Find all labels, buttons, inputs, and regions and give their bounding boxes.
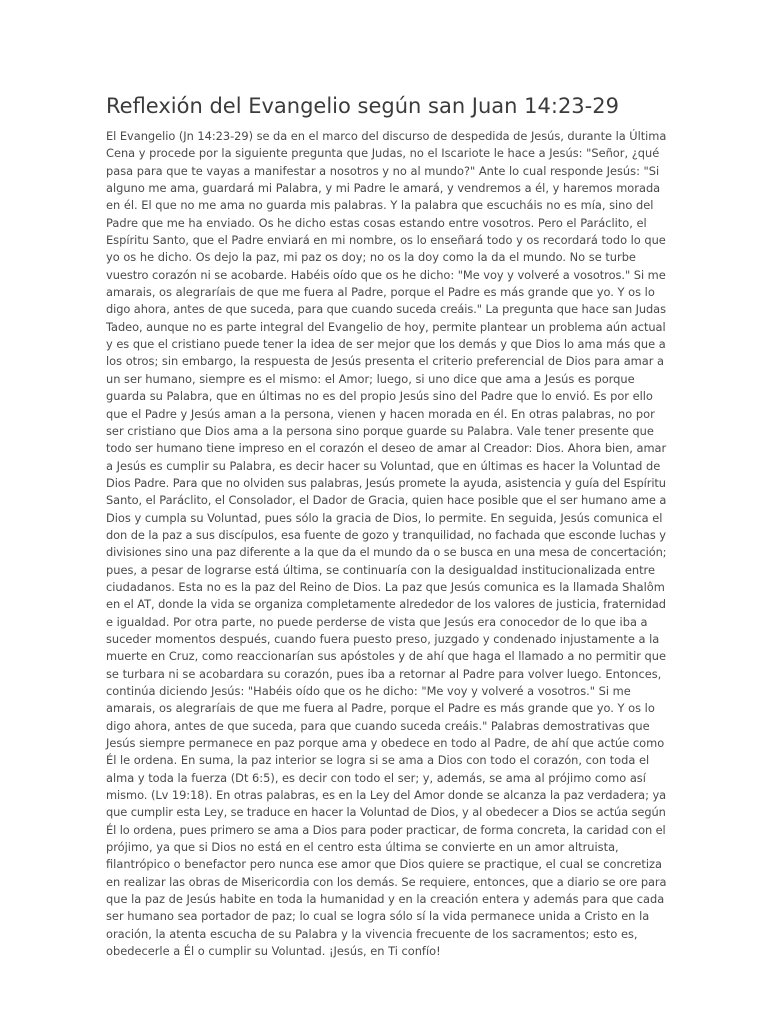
body-text-line: muerte en Cruz, como reaccionarían sus apóstoles y de ahí que haga el llamado a no permitir que bbox=[106, 649, 666, 664]
body-text-line: amarais, os alegraríais de que me fuera al Padre, porque el Padre es más grande que yo. Y os lo bbox=[106, 285, 655, 300]
body-text-line: Jesús siempre permanece en paz porque ama y obedece en todo al Padre, de ahí que actúe como bbox=[106, 736, 665, 751]
body-text-line: suceder momentos después, cuando fuera puesto preso, juzgado y condenado injustamente a la bbox=[106, 631, 660, 646]
body-text-line: divisiones sino una paz diferente a la que da el mundo da o se busca en una mesa de concertación; bbox=[106, 545, 667, 560]
body-text-line: continúa diciendo Jesús: "Habéis oído que os he dicho: "Me voy y volveré a vosotros." Si me bbox=[106, 684, 631, 698]
body-text-line: mismo. (Lv 19:18). En otras palabras, es en la Ley del Amor donde se alcanza la paz verdadera; ya bbox=[106, 788, 667, 803]
body-text-line: El Evangelio (Jn 14:23-29) se da en el marco del discurso de despedida de Jesús, durante la Última bbox=[106, 129, 667, 143]
body-text-line: que cumplir esta Ley, se traduce en hacer la Voluntad de Dios, y al obedecer a Dios se actúa según bbox=[106, 805, 666, 820]
body-text-line: amarais, os alegraríais de que me fuera al Padre, porque el Padre es más grande que yo. Y os lo bbox=[106, 701, 655, 716]
body-text-line: digo ahora, antes de que suceda, para que cuando suceda creáis." Palabras demostrativas que bbox=[106, 718, 650, 733]
body-text-line: en realizar las obras de Misericordia con los demás. Se requiere, entonces, que a diario se ore para bbox=[106, 874, 667, 889]
body-text-line: Padre que me ha enviado. Os he dicho estas cosas estando entre vosotros. Pero el Paráclito, el bbox=[106, 215, 647, 230]
body-text-line: ser cristiano que Dios ama a la persona sino porque guarde su Palabra. Vale tener presente que bbox=[106, 423, 654, 438]
body-text-line: obedecerle a Él o cumplir su Voluntad. ¡Jesús, en Ti confío! bbox=[106, 944, 441, 959]
body-text-line: don de la paz a sus discípulos, esa fuente de gozo y tranquilidad, no fachada que esconde luchas y bbox=[106, 527, 666, 542]
body-text-line: todo ser humano tiene impreso en el corazón el deseo de amar al Creador: Dios. Ahora bien, amar bbox=[106, 441, 667, 456]
body-text-line: ser humano sea portador de paz; lo cual se logra sólo sí la vida permanece unida a Cristo en la bbox=[106, 909, 650, 924]
body-text-line: a Jesús es cumplir su Palabra, es decir hacer su Voluntad, que en últimas es hacer la Voluntad de bbox=[106, 458, 661, 473]
body-text-line: Dios Padre. Para que no olviden sus palabras, Jesús promete la ayuda, asistencia y guía del Espíritu bbox=[106, 475, 666, 490]
body-text-line: vuestro corazón ni se acobarde. Habéis oído que os he dicho: "Me voy y volveré a vosotros." Si me bbox=[106, 267, 666, 282]
body-text-line: e igualdad. Por otra parte, no puede perderse de vista que Jesús era conocedor de lo que iba a bbox=[106, 614, 648, 629]
body-text-line: Santo, el Paráclito, el Consolador, el Dador de Gracia, quien hace posible que el ser humano ame a bbox=[106, 493, 667, 508]
body-text-line: digo ahora, antes de que suceda, para que cuando suceda creáis." La pregunta que hace san Judas bbox=[106, 302, 666, 317]
body-text-line: Tadeo, aunque no es parte integral del Evangelio de hoy, permite plantear un problema aún actual bbox=[106, 319, 666, 334]
body-text-line: yo os he dicho. Os dejo la paz, mi paz os doy; no os la doy como la da el mundo. No se turbe bbox=[106, 250, 636, 265]
body-text-line: y es que el cristiano puede tener la idea de ser mejor que los demás y que Dios lo ama más que a bbox=[106, 337, 666, 352]
body-text-line: ciudadanos. Esta no es la paz del Reino de Dios. La paz que Jesús comunica es la llamada Shalôm bbox=[106, 579, 665, 594]
body-text-line: pasa para que te vayas a manifestar a nosotros y no al mundo?" Ante lo cual responde Jesús: "Si bbox=[106, 163, 660, 178]
body-text-line: Espíritu Santo, que el Padre enviará en mi nombre, os lo enseñará todo y os recordará todo lo que bbox=[106, 233, 666, 248]
body-text-line: los otros; sin embargo, la respuesta de Jesús presenta el criterio preferencial de Dios para amar a bbox=[106, 354, 665, 369]
body-text-line: en él. El que no me ama no guarda mis palabras. Y la palabra que escucháis no es mía, sino del bbox=[106, 198, 654, 213]
body-text-line: un ser humano, siempre es el mismo: el Amor; luego, si uno dice que ama a Jesús es porque bbox=[106, 371, 635, 386]
body-text-line: que la paz de Jesús habite en toda la humanidad y en la creación entera y además para que cada bbox=[106, 892, 665, 907]
document-body bbox=[106, 128, 666, 961]
body-text-line: prójimo, ya que si Dios no está en el centro esta última se convierte en un amor altruista, bbox=[106, 840, 619, 855]
body-text-line: filantrópico o benefactor pero nunca ese amor que Dios quiere se practique, el cual se concretiza bbox=[106, 857, 663, 872]
document-title: Reflexión del Evangelio según san Juan 14:23-29 bbox=[106, 94, 619, 118]
body-text-line: pues, a pesar de lograrse está última, se continuaría con la desigualdad institucionalizada entre bbox=[106, 562, 655, 577]
body-text-line: en el AT, donde la vida se organiza completamente alrededor de los valores de justicia, fraternidad bbox=[106, 597, 666, 612]
body-text-line: que el Padre y Jesús aman a la persona, vienen y hacen morada en él. En otras palabras, no por bbox=[106, 406, 655, 421]
body-text-line: Él lo ordena, pues primero se ama a Dios para poder practicar, de forma concreta, la caridad con el bbox=[106, 822, 666, 837]
body-text-line: oración, la atenta escucha de su Palabra y la vivencia frecuente de los sacramentos; esto es, bbox=[106, 926, 638, 941]
body-text-line: Él le ordena. En suma, la paz interior se logra si se ama a Dios con todo el corazón, con toda el bbox=[106, 753, 650, 768]
body-text-line: alguno me ama, guardará mi Palabra, y mi Padre le amará, y vendremos a él, y haremos morada bbox=[106, 181, 661, 196]
body-text-line: alma y toda la fuerza (Dt 6:5), es decir con todo el ser; y, además, se ama al prójimo como así bbox=[106, 770, 646, 785]
body-text-line: se turbara ni se acobardara su corazón, pues iba a retornar al Padre para volver luego. Entonces, bbox=[106, 666, 662, 681]
body-text-line: Cena y procede por la siguiente pregunta que Judas, no el Iscariote le hace a Jesús: "Señor, ¿qué bbox=[106, 146, 660, 161]
body-text-line: guarda su Palabra, que en últimas no es del propio Jesús sino del Padre que lo envió. Es por ello bbox=[106, 389, 653, 404]
body-text-line: Dios y cumpla su Voluntad, pues sólo la gracia de Dios, lo permite. En seguida, Jesús comunica el bbox=[106, 510, 663, 525]
